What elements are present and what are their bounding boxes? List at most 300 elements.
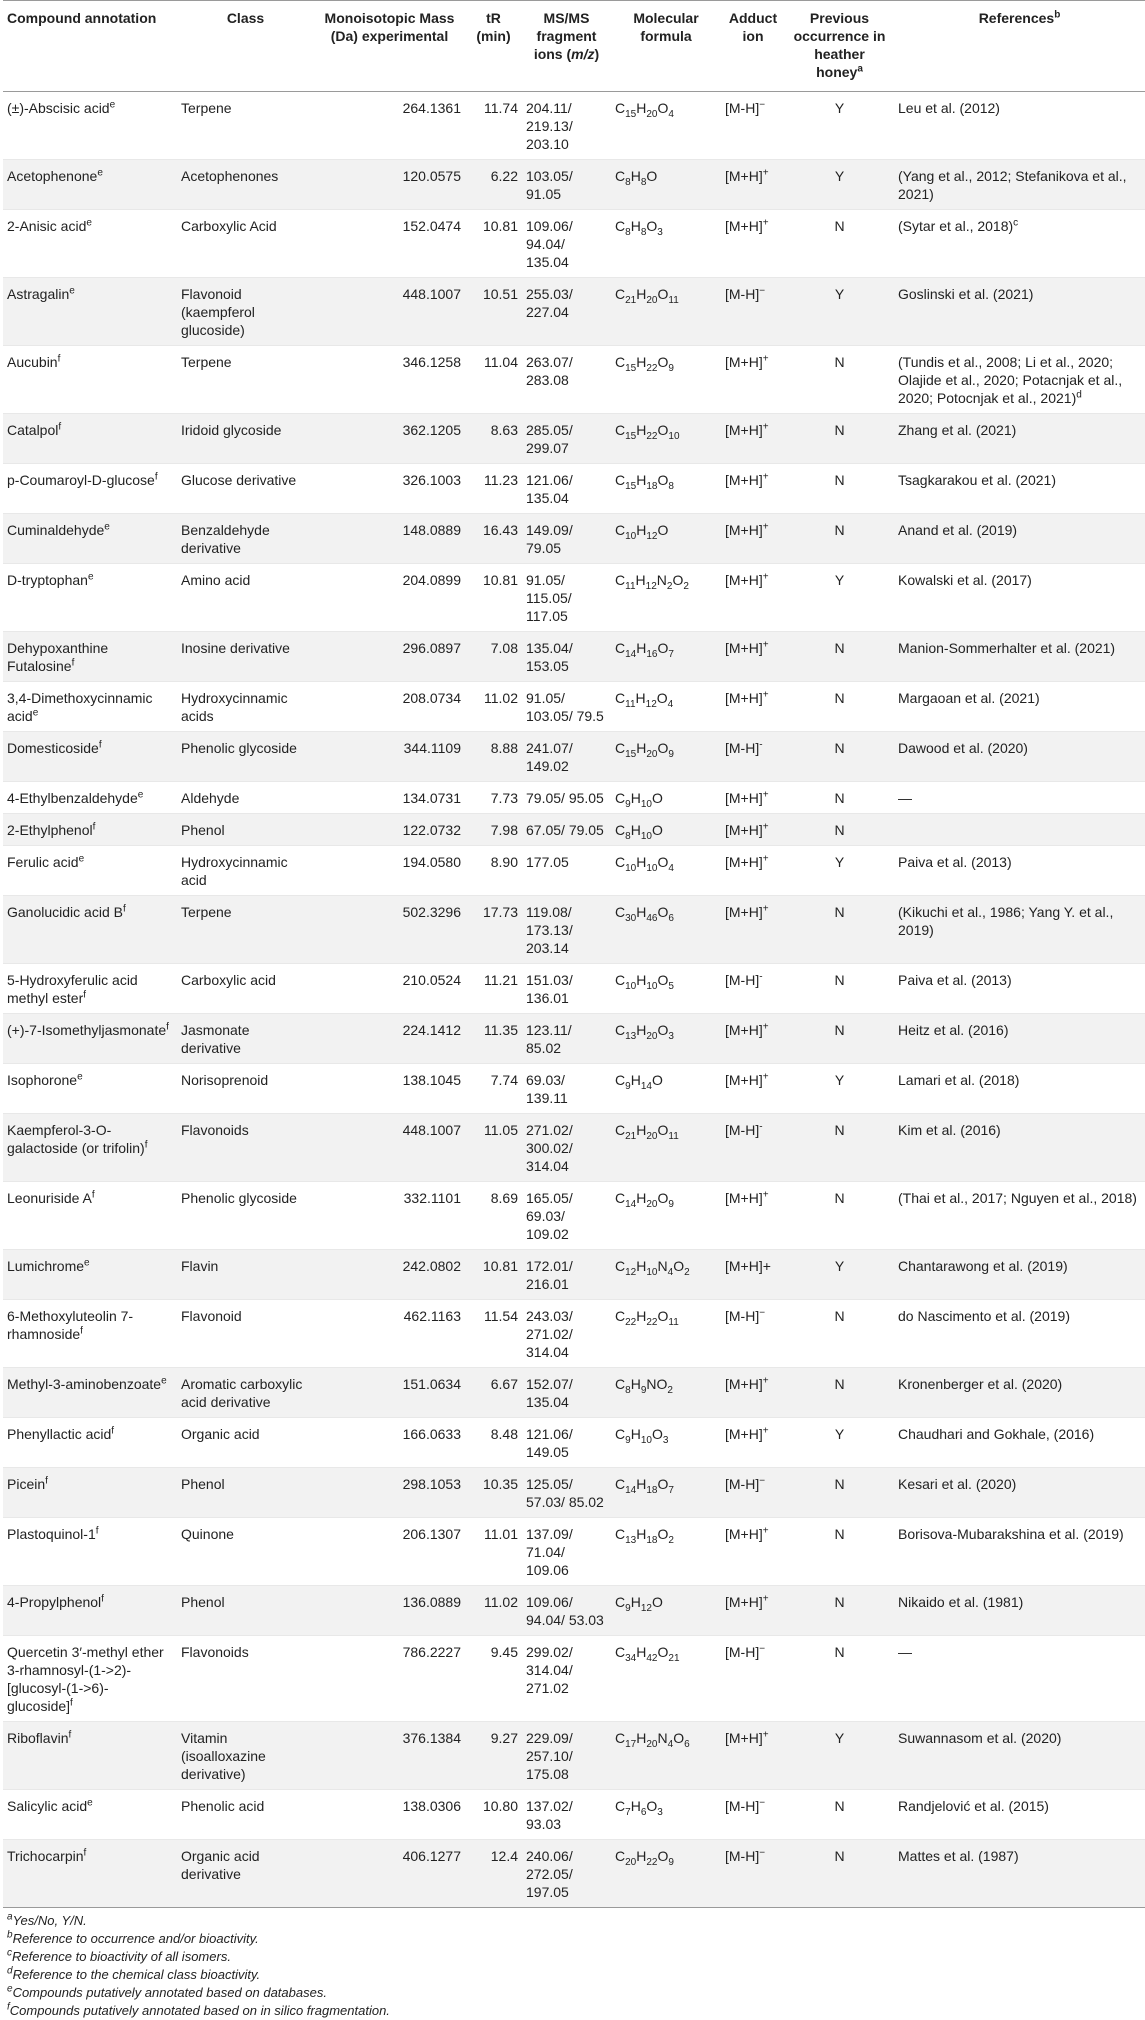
compound-footnote-mark: f [166, 1021, 169, 1033]
footnote-text: Compounds putatively annotated based on in silico fragmentation. [9, 2003, 390, 2018]
cell-mass: 264.1361 [314, 92, 465, 160]
cell-previous-occurrence: N [785, 414, 894, 464]
header-compound: Compound annotation [3, 1, 177, 92]
cell-previous-occurrence: N [785, 814, 894, 846]
cell-class: Phenol [177, 1586, 314, 1636]
table-row [3, 1014, 1145, 1064]
cell-compound [3, 1518, 177, 1586]
cell-references: Goslinski et al. (2021) [894, 278, 1145, 346]
cell-adduct: [M+H]+ [721, 210, 785, 278]
cell-formula: $C_{11}H_{12}N_2O_2$ [611, 564, 721, 632]
compound-name: Ferulic acid [7, 854, 79, 870]
header-adduct: Adduct ion [721, 1, 785, 92]
cell-compound [3, 782, 177, 814]
cell-compound [3, 846, 177, 896]
cell-class: Aromatic carboxylic acid derivative [177, 1368, 314, 1418]
compound-footnote-mark: f [83, 1847, 87, 1859]
compound-table [3, 0, 1145, 1908]
table-row [3, 210, 1145, 278]
compound-name: Acetophenone [7, 168, 98, 184]
cell-tr: 8.69 [465, 1182, 522, 1250]
cell-previous-occurrence: Y [785, 1418, 894, 1468]
cell-formula: $C_8H_{10}O$ [611, 814, 721, 846]
table-row [3, 1518, 1145, 1586]
cell-msms: 121.06/ 149.05 [522, 1418, 611, 1468]
cell-previous-occurrence: N [785, 1518, 894, 1586]
compound-footnote-mark: f [144, 1139, 148, 1151]
header-refs [894, 1, 1145, 92]
cell-class: Aldehyde [177, 782, 314, 814]
cell-references: Zhang et al. (2021) [894, 414, 1145, 464]
cell-compound [3, 160, 177, 210]
cell-references: Chantarawong et al. (2019) [894, 1250, 1145, 1300]
table-row [3, 1418, 1145, 1468]
cell-mass: 332.1101 [314, 1182, 465, 1250]
cell-formula: $C_{34}H_{42}O_{21}$ [611, 1636, 721, 1722]
cell-tr: 8.88 [465, 732, 522, 782]
cell-adduct: [M+H]+ [721, 1014, 785, 1064]
table-row [3, 1182, 1145, 1250]
cell-previous-occurrence: N [785, 682, 894, 732]
table-row [3, 514, 1145, 564]
cell-formula: $C_{10}H_{10}O_5$ [611, 964, 721, 1014]
cell-tr: 7.73 [465, 782, 522, 814]
cell-class: Phenol [177, 814, 314, 846]
cell-msms: 121.06/ 135.04 [522, 464, 611, 514]
cell-adduct: [M+H]+ [721, 632, 785, 682]
compound-footnote-mark: e [97, 167, 103, 179]
cell-mass: 210.0524 [314, 964, 465, 1014]
header-class: Class [177, 1, 314, 92]
compound-name: Cuminaldehyde [7, 522, 105, 538]
table-row [3, 632, 1145, 682]
compound-name: 6-Methoxyluteolin 7-rhamnoside [7, 1308, 134, 1342]
compound-footnote-mark: f [57, 353, 61, 365]
cell-previous-occurrence: N [785, 1114, 894, 1182]
cell-formula: $C_{15}H_{22}O_9$ [611, 346, 721, 414]
cell-adduct: [M+H]+ [721, 1368, 785, 1418]
cell-formula: $C_{21}H_{20}O_{11}$ [611, 278, 721, 346]
cell-mass: 208.0734 [314, 682, 465, 732]
table-row [3, 414, 1145, 464]
cell-msms: 109.06/ 94.04/ 53.03 [522, 1586, 611, 1636]
cell-msms: 240.06/ 272.05/ 197.05 [522, 1840, 611, 1908]
cell-mass: 151.0634 [314, 1368, 465, 1418]
cell-formula: $C_9H_{12}O$ [611, 1586, 721, 1636]
cell-class: Amino acid [177, 564, 314, 632]
cell-class: Acetophenones [177, 160, 314, 210]
compound-footnote-mark: f [101, 1593, 104, 1605]
cell-adduct: [M+H]+ [721, 1250, 785, 1300]
header-tr: tR (min) [465, 1, 522, 92]
header-refs-text: References [978, 10, 1055, 26]
cell-adduct: [M-H]− [721, 1468, 785, 1518]
header-msms-prefix: MS/MS fragment ions ( [533, 10, 597, 62]
cell-compound [3, 1722, 177, 1790]
cell-references: (Yang et al., 2012; Stefanikova et al., 2021) [894, 160, 1145, 210]
cell-tr: 11.05 [465, 1114, 522, 1182]
cell-class: Hydroxycinnamic acid [177, 846, 314, 896]
compound-footnote-mark: e [86, 217, 92, 229]
cell-compound [3, 92, 177, 160]
cell-compound [3, 514, 177, 564]
cell-adduct: [M+H]+ [721, 346, 785, 414]
cell-mass: 448.1007 [314, 278, 465, 346]
cell-adduct: [M+H]+ [721, 896, 785, 964]
cell-tr: 7.08 [465, 632, 522, 682]
cell-mass: 326.1003 [314, 464, 465, 514]
cell-tr: 11.74 [465, 92, 522, 160]
cell-tr: 10.35 [465, 1468, 522, 1518]
cell-msms: 172.01/ 216.01 [522, 1250, 611, 1300]
compound-name: Ganolucidic acid B [7, 904, 123, 920]
cell-tr: 12.4 [465, 1840, 522, 1908]
cell-msms: 123.11/ 85.02 [522, 1014, 611, 1064]
cell-mass: 448.1007 [314, 1114, 465, 1182]
cell-adduct: [M-H]− [721, 278, 785, 346]
cell-tr: 11.02 [465, 1586, 522, 1636]
header-prev [785, 1, 894, 92]
footnote-mark: c [7, 1947, 12, 1959]
cell-mass: 346.1258 [314, 346, 465, 414]
cell-previous-occurrence: N [785, 346, 894, 414]
compound-footnote-mark: f [80, 1325, 83, 1337]
cell-tr: 8.63 [465, 414, 522, 464]
cell-formula: $C_{14}H_{20}O_9$ [611, 1182, 721, 1250]
cell-adduct: [M+H]+ [721, 1586, 785, 1636]
table-row [3, 1468, 1145, 1518]
cell-mass: 296.0897 [314, 632, 465, 682]
cell-adduct: [M-H]- [721, 964, 785, 1014]
cell-compound [3, 814, 177, 846]
cell-formula: $C_9H_{14}O$ [611, 1064, 721, 1114]
cell-mass: 362.1205 [314, 414, 465, 464]
table-row [3, 1586, 1145, 1636]
cell-references: Kim et al. (2016) [894, 1114, 1145, 1182]
cell-msms: 299.02/ 314.04/ 271.02 [522, 1636, 611, 1722]
cell-mass: 406.1277 [314, 1840, 465, 1908]
cell-adduct: [M+H]+ [721, 1064, 785, 1114]
cell-formula: $C_{12}H_{10}N_4O_2$ [611, 1250, 721, 1300]
cell-previous-occurrence: Y [785, 1722, 894, 1790]
cell-references: Paiva et al. (2013) [894, 846, 1145, 896]
cell-compound [3, 210, 177, 278]
footnote-text: Reference to the chemical class bioactivity. [12, 1967, 261, 1982]
compound-footnote-mark: f [83, 989, 87, 1001]
cell-msms: 241.07/ 149.02 [522, 732, 611, 782]
cell-msms: 79.05/ 95.05 [522, 782, 611, 814]
cell-references: Borisova-Mubarakshina et al. (2019) [894, 1518, 1145, 1586]
cell-mass: 298.1053 [314, 1468, 465, 1518]
cell-adduct: [M+H]+ [721, 564, 785, 632]
cell-tr: 8.90 [465, 846, 522, 896]
compound-footnote-mark: e [137, 789, 144, 801]
cell-references: Randjelović et al. (2015) [894, 1790, 1145, 1840]
header-prev-sup: a [857, 63, 863, 75]
cell-previous-occurrence: Y [785, 564, 894, 632]
compound-name: Quercetin 3′-methyl ether 3-rhamnosyl-(1->2)-[glucosyl-(1->6)-glucoside] [7, 1644, 164, 1714]
cell-msms: 263.07/ 283.08 [522, 346, 611, 414]
cell-previous-occurrence: Y [785, 846, 894, 896]
cell-class: Norisoprenoid [177, 1064, 314, 1114]
table-row [3, 160, 1145, 210]
compound-name: Methyl-3-aminobenzoate [7, 1376, 162, 1392]
compound-name: 4-Ethylbenzaldehyde [7, 790, 138, 806]
compound-footnote-mark: e [161, 1375, 167, 1387]
cell-msms: 285.05/ 299.07 [522, 414, 611, 464]
cell-previous-occurrence: N [785, 964, 894, 1014]
cell-references: Tsagkarakou et al. (2021) [894, 464, 1145, 514]
compound-footnote-mark: e [104, 521, 110, 533]
footnote [7, 1930, 1145, 1948]
cell-formula: $C_{10}H_{12}O$ [611, 514, 721, 564]
header-formula: Molecular formula [611, 1, 721, 92]
table-row [3, 1840, 1145, 1908]
cell-references: Dawood et al. (2020) [894, 732, 1145, 782]
cell-msms: 103.05/ 91.05 [522, 160, 611, 210]
compound-name: Dehypoxanthine Futalosine [7, 640, 109, 674]
cell-msms: 109.06/ 94.04/ 135.04 [522, 210, 611, 278]
table-row [3, 732, 1145, 782]
cell-class: Flavonoids [177, 1636, 314, 1722]
cell-adduct: [M+H]+ [721, 160, 785, 210]
cell-formula: $C_{14}H_{18}O_7$ [611, 1468, 721, 1518]
cell-formula: $C_{15}H_{20}O_9$ [611, 732, 721, 782]
cell-msms: 151.03/ 136.01 [522, 964, 611, 1014]
cell-msms: 119.08/ 173.13/ 203.14 [522, 896, 611, 964]
cell-class: Phenolic glycoside [177, 1182, 314, 1250]
compound-footnote-mark: f [71, 657, 75, 669]
cell-references: Kesari et al. (2020) [894, 1468, 1145, 1518]
compound-footnote-mark: e [84, 1257, 90, 1269]
compound-footnote-mark: f [45, 1475, 48, 1487]
cell-tr: 7.74 [465, 1064, 522, 1114]
table-row [3, 896, 1145, 964]
cell-references: (Tundis et al., 2008; Li et al., 2020; Olajide et al., 2020; Potacnjak et al., 2020; Potocnjak et al., 2021)$^d$ [894, 346, 1145, 414]
cell-msms: 135.04/ 153.05 [522, 632, 611, 682]
compound-name: 2-Anisic acid [7, 218, 87, 234]
cell-compound [3, 1182, 177, 1250]
cell-compound [3, 1418, 177, 1468]
cell-adduct: [M-H]− [721, 1790, 785, 1840]
compound-name: Salicylic acid [7, 1798, 88, 1814]
cell-msms: 271.02/ 300.02/ 314.04 [522, 1114, 611, 1182]
cell-adduct: [M+H]+ [721, 1722, 785, 1790]
cell-formula: $C_{15}H_{22}O_{10}$ [611, 414, 721, 464]
footnote-mark: d [7, 1965, 13, 1977]
cell-class: Organic acid derivative [177, 1840, 314, 1908]
cell-previous-occurrence: N [785, 1468, 894, 1518]
footnote [7, 2002, 1145, 2020]
cell-compound [3, 1368, 177, 1418]
cell-adduct: [M-H]− [721, 1636, 785, 1722]
compound-name: 5-Hydroxyferulic acid methyl ester [7, 972, 138, 1006]
cell-adduct: [M+H]+ [721, 464, 785, 514]
cell-compound [3, 1064, 177, 1114]
compound-name: Picein [7, 1476, 46, 1492]
cell-references: do Nascimento et al. (2019) [894, 1300, 1145, 1368]
footnote-text: Compounds putatively annotated based on databases. [12, 1985, 327, 2000]
compound-name: Lumichrome [7, 1258, 85, 1274]
cell-formula: $C_9H_{10}O_3$ [611, 1418, 721, 1468]
table-body [3, 92, 1145, 1908]
cell-msms: 91.05/ 115.05/ 117.05 [522, 564, 611, 632]
table-row [3, 564, 1145, 632]
footnote-text: Reference to occurrence and/or bioactivity. [12, 1931, 259, 1946]
cell-references: (Kikuchi et al., 1986; Yang Y. et al., 2019) [894, 896, 1145, 964]
cell-adduct: [M+H]+ [721, 782, 785, 814]
cell-class: Phenol [177, 1468, 314, 1518]
cell-formula: $C_9H_{10}O$ [611, 782, 721, 814]
cell-tr: 11.54 [465, 1300, 522, 1368]
cell-previous-occurrence: Y [785, 160, 894, 210]
cell-previous-occurrence: N [785, 1586, 894, 1636]
cell-formula: $C_{10}H_{10}O_4$ [611, 846, 721, 896]
cell-references: Margaoan et al. (2021) [894, 682, 1145, 732]
header-msms-suffix: ) [594, 46, 600, 62]
cell-adduct: [M-H]- [721, 732, 785, 782]
cell-formula: $C_{15}H_{20}O_4$ [611, 92, 721, 160]
table-row [3, 1064, 1145, 1114]
cell-compound [3, 682, 177, 732]
cell-previous-occurrence: N [785, 1182, 894, 1250]
cell-mass: 134.0731 [314, 782, 465, 814]
cell-references: — [894, 782, 1145, 814]
cell-formula: $C_{11}H_{12}O_4$ [611, 682, 721, 732]
cell-formula: $C_{20}H_{22}O_9$ [611, 1840, 721, 1908]
cell-tr: 9.27 [465, 1722, 522, 1790]
header-mass: Monoisotopic Mass (Da) experimental [314, 1, 465, 92]
footnote [7, 1912, 1145, 1930]
cell-adduct: [M+H]+ [721, 514, 785, 564]
cell-class: Quinone [177, 1518, 314, 1586]
cell-references: Nikaido et al. (1981) [894, 1586, 1145, 1636]
cell-class: Hydroxycinnamic acids [177, 682, 314, 732]
compound-name: Kaempferol-3-O-galactoside (or trifolin) [7, 1122, 145, 1156]
cell-references: Manion-Sommerhalter et al. (2021) [894, 632, 1145, 682]
cell-adduct: [M+H]+ [721, 1182, 785, 1250]
cell-msms: 137.09/ 71.04/ 109.06 [522, 1518, 611, 1586]
cell-adduct: [M-H]- [721, 1114, 785, 1182]
cell-formula: $C_{14}H_{16}O_7$ [611, 632, 721, 682]
cell-previous-occurrence: N [785, 210, 894, 278]
compound-footnote-mark: f [98, 739, 102, 751]
cell-tr: 10.81 [465, 1250, 522, 1300]
cell-class: Organic acid [177, 1418, 314, 1468]
cell-tr: 8.48 [465, 1418, 522, 1468]
compound-footnote-mark: e [69, 285, 75, 297]
cell-formula: $C_8H_8O$ [611, 160, 721, 210]
cell-previous-occurrence: N [785, 1790, 894, 1840]
cell-compound [3, 1250, 177, 1300]
cell-compound [3, 1840, 177, 1908]
cell-formula: $C_{21}H_{20}O_{11}$ [611, 1114, 721, 1182]
cell-adduct: [M+H]+ [721, 846, 785, 896]
footnote-mark: e [7, 1983, 13, 1995]
cell-tr: 9.45 [465, 1636, 522, 1722]
cell-msms: 67.05/ 79.05 [522, 814, 611, 846]
cell-mass: 122.0732 [314, 814, 465, 846]
cell-adduct: [M+H]+ [721, 414, 785, 464]
table-row [3, 964, 1145, 1014]
cell-msms: 204.11/ 219.13/ 203.10 [522, 92, 611, 160]
compound-footnote-mark: f [68, 1729, 72, 1741]
cell-msms: 137.02/ 93.03 [522, 1790, 611, 1840]
cell-references [894, 814, 1145, 846]
table-row [3, 464, 1145, 514]
cell-previous-occurrence: N [785, 1840, 894, 1908]
cell-msms: 149.09/ 79.05 [522, 514, 611, 564]
cell-tr: 11.02 [465, 682, 522, 732]
cell-compound [3, 414, 177, 464]
cell-tr: 10.51 [465, 278, 522, 346]
cell-mass: 148.0889 [314, 514, 465, 564]
cell-previous-occurrence: Y [785, 278, 894, 346]
cell-mass: 462.1163 [314, 1300, 465, 1368]
cell-class: Jasmonate derivative [177, 1014, 314, 1064]
cell-mass: 136.0889 [314, 1586, 465, 1636]
cell-previous-occurrence: N [785, 732, 894, 782]
cell-references: Chaudhari and Gokhale, (2016) [894, 1418, 1145, 1468]
cell-compound [3, 346, 177, 414]
compound-name: Plastoquinol-1 [7, 1526, 96, 1542]
table-row [3, 1300, 1145, 1368]
cell-mass: 242.0802 [314, 1250, 465, 1300]
cell-compound [3, 632, 177, 682]
cell-tr: 11.01 [465, 1518, 522, 1586]
compound-footnote-mark: f [122, 903, 126, 915]
cell-previous-occurrence: N [785, 1300, 894, 1368]
cell-tr: 17.73 [465, 896, 522, 964]
cell-previous-occurrence: N [785, 1014, 894, 1064]
cell-mass: 138.0306 [314, 1790, 465, 1840]
compound-name: Isophorone [7, 1072, 78, 1088]
cell-compound [3, 1300, 177, 1368]
cell-class: Vitamin (isoalloxazine derivative) [177, 1722, 314, 1790]
cell-tr: 16.43 [465, 514, 522, 564]
footnote [7, 1966, 1145, 1984]
cell-class: Flavonoids [177, 1114, 314, 1182]
cell-references: Paiva et al. (2013) [894, 964, 1145, 1014]
compound-footnote-mark: e [87, 1797, 93, 1809]
cell-previous-occurrence: N [785, 464, 894, 514]
cell-msms: 125.05/ 57.03/ 85.02 [522, 1468, 611, 1518]
cell-adduct: [M+H]+ [721, 682, 785, 732]
cell-compound [3, 732, 177, 782]
cell-mass: 152.0474 [314, 210, 465, 278]
cell-compound [3, 1114, 177, 1182]
cell-mass: 206.1307 [314, 1518, 465, 1586]
footnotes [3, 1908, 1145, 2020]
cell-class: Terpene [177, 896, 314, 964]
cell-tr: 10.81 [465, 564, 522, 632]
cell-class: Iridoid glycoside [177, 414, 314, 464]
compound-footnote-mark: f [58, 421, 62, 433]
cell-mass: 204.0899 [314, 564, 465, 632]
cell-tr: 10.81 [465, 210, 522, 278]
cell-class: Benzaldehyde derivative [177, 514, 314, 564]
table-row [3, 1636, 1145, 1722]
cell-tr: 6.22 [465, 160, 522, 210]
cell-msms: 69.03/ 139.11 [522, 1064, 611, 1114]
footnote-text: Reference to bioactivity of all isomers. [12, 1949, 231, 1964]
cell-mass: 166.0633 [314, 1418, 465, 1468]
cell-references: Heitz et al. (2016) [894, 1014, 1145, 1064]
cell-adduct: [M-H]− [721, 92, 785, 160]
cell-references: Kowalski et al. (2017) [894, 564, 1145, 632]
cell-tr: 6.67 [465, 1368, 522, 1418]
cell-previous-occurrence: Y [785, 1064, 894, 1114]
